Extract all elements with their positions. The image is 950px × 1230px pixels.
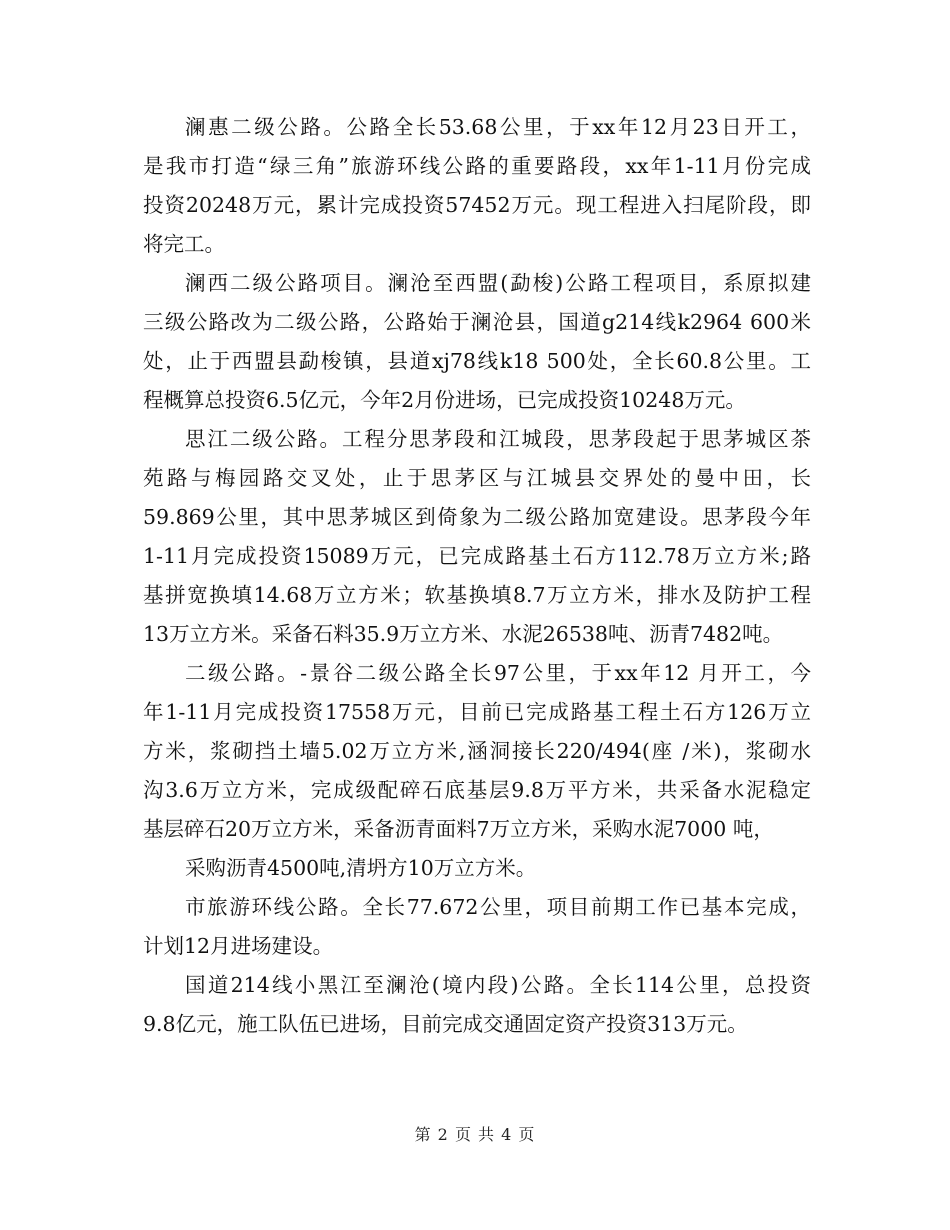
text-line: 将完工。 [143,232,225,256]
text-line: 苑路与梅园路交叉处，止于思茅区与江城县交界处的曼中田，长 [143,466,811,490]
text-line: 采购沥青4500吨,清坍方10万立方米。 [185,856,537,880]
paragraph-asphalt-purchase [143,849,811,888]
text-line: 程概算总投资6.5亿元，今年2月份进场，已完成投资10248万元。 [143,388,746,412]
paragraph-jinggu-road [143,654,811,849]
paragraph-sijiang-road [143,420,811,654]
document-body [143,108,811,1044]
text-line: 沟3.6万立方米，完成级配碎石底基层9.8万平方米，共采备水泥稳定 [143,778,811,802]
text-line: 澜惠二级公路。公路全长53.68公里，于xx年12月23日开工， [185,115,811,139]
text-line: 三级公路改为二级公路，公路始于澜沧县，国道g214线k2964 600米 [143,310,811,334]
paragraph-lanxi-road [143,264,811,420]
text-line: 基层碎石20万立方米，采备沥青面料7万立方米，采购水泥7000 吨， [143,817,774,841]
text-line: 思江二级公路。工程分思茅段和江城段，思茅段起于思茅城区茶 [185,427,811,451]
page-number-footer: 第 2 页 共 4 页 [414,1125,536,1144]
text-line: 13万立方米。采备石料35.9万立方米、水泥26538吨、沥青7482吨。 [143,622,784,646]
paragraph-lanhui-road [143,108,811,264]
text-line: 市旅游环线公路。全长77.672公里，项目前期工作已基本完成， [185,895,811,919]
text-line: 计划12月进场建设。 [143,934,334,958]
text-line: 方米，浆砌挡土墙5.02万立方米,涵洞接长220/494(座 /米)，浆砌水 [143,739,811,763]
text-line: 基拼宽换填14.68万立方米；软基换填8.7万立方米，排水及防护工程 [143,583,811,607]
text-line: 处，止于西盟县勐梭镇，县道xj78线k18 500处，全长60.8公里。工 [143,349,811,373]
paragraph-national-road-214 [143,966,811,1044]
text-line: 59.869公里，其中思茅城区到倚象为二级公路加宽建设。思茅段今年 [143,505,811,529]
text-line: 1-11月完成投资15089万元，已完成路基土石方112.78万立方米;路 [143,544,811,568]
paragraph-tourism-loop-road [143,888,811,966]
text-line: 国道214线小黑江至澜沧(境内段)公路。全长114公里，总投资 [185,973,811,997]
text-line: 年1-11月完成投资17558万元，目前已完成路基工程土石方126万立 [143,700,811,724]
text-line: 二级公路。-景谷二级公路全长97公里，于xx年12 月开工，今 [185,661,811,685]
text-line: 9.8亿元，施工队伍已进场，目前完成交通固定资产投资313万元。 [143,1012,748,1036]
text-line: 澜西二级公路项目。澜沧至西盟(勐梭)公路工程项目，系原拟建 [185,271,811,295]
text-line: 是我市打造“绿三角”旅游环线公路的重要路段，xx年1-11月份完成 [143,154,811,178]
text-line: 投资20248万元，累计完成投资57452万元。现工程进入扫尾阶段，即 [143,193,811,217]
